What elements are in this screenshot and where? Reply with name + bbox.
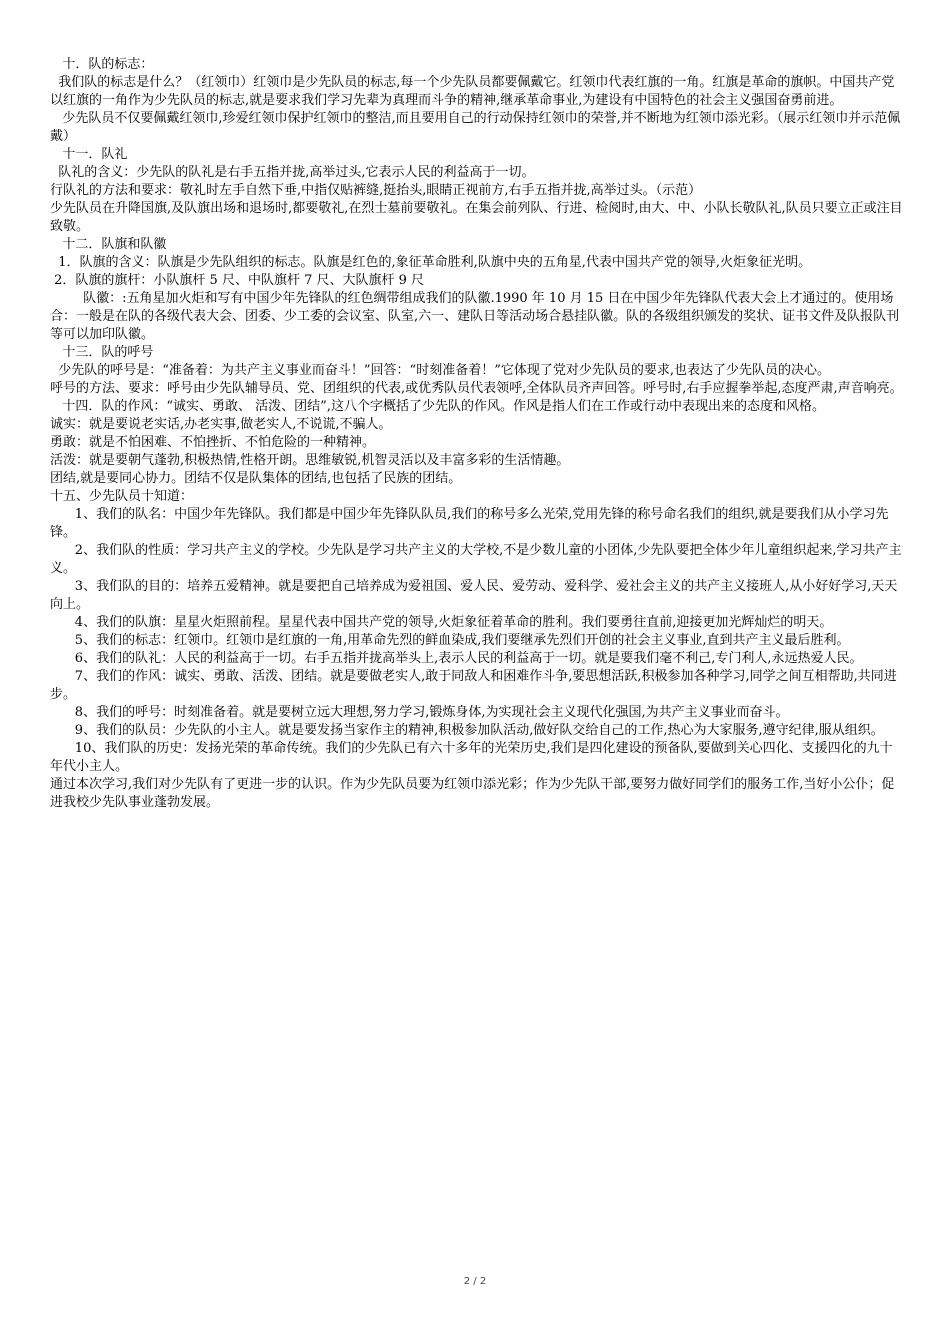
section-12-heading: 十二．队旗和队徽 — [50, 237, 167, 252]
paragraph: 队礼的含义：少先队的队礼是右手五指并拢,高举过头,它表示人民的利益高于一切。 — [50, 165, 535, 180]
paragraph: 2．队旗的旗杆：小队旗杆 5 尺、中队旗杆 7 尺、大队旗杆 9 尺 — [50, 273, 425, 288]
paragraph: 行队礼的方法和要求：敬礼时左手自然下垂,中指仅贴裤缝,挺抬头,眼睛正视前方,右手五指并拢,高举过头。（示范） — [50, 183, 702, 198]
paragraph: 1．队旗的含义：队旗是少先队组织的标志。队旗是红色的,象征革命胜利,队旗中央的五角星,代表中国共产党的领导,火炬象征光明。 — [50, 255, 812, 270]
section-14-heading: 十四．队的作风：“诚实、勇敢、 活泼、团结”,这八个字概括了少先队的作风。作风是指人们在工作或行动中表现出来的态度和风格。 — [50, 399, 825, 414]
section-10-heading: 十．队的标志： — [50, 57, 154, 72]
paragraph: 少先队的呼号是：“准备着：为共产主义事业而奋斗！”回答：“时刻准备着！”它体现了党对少先队员的要求,也表达了少先队员的决心。 — [50, 363, 830, 378]
list-item: 2、我们队的性质：学习共产主义的学校。少先队是学习共产主义的大学校,不是少数儿童的小团体,少先队要把全体少年儿童组织起来,学习共产主义。 — [50, 543, 902, 576]
section-11-heading: 十一．队礼 — [50, 147, 128, 162]
paragraph: 团结,就是要同心协力。团结不仅是队集体的团结,也包括了民族的团结。 — [50, 471, 462, 486]
list-item: 4、我们的队旗：星星火炬照前程。星星代表中国共产党的领导,火炬象征着革命的胜利。我们要勇往直前,迎接更加光辉灿烂的明天。 — [50, 615, 833, 630]
list-item: 6、我们的队礼：人民的利益高于一切。右手五指并拢高举头上,表示人民的利益高于一切。就是要我们毫不利己,专门利人,永远热爱人民。 — [50, 651, 863, 666]
list-item: 8、我们的呼号：时刻准备着。就是要树立远大理想,努力学习,锻炼身体,为实现社会主义现代化强国,为共产主义事业而奋斗。 — [50, 705, 789, 720]
list-item: 5、我们的标志：红领巾。红领巾是红旗的一角,用革命先烈的鲜血染成,我们要继承先烈们开创的社会主义事业,直到共产主义最后胜利。 — [50, 633, 850, 648]
list-item: 3、我们队的目的：培养五爱精神。就是要把自己培养成为爱祖国、爱人民、爱劳动、爱科学、爱社会主义的共产主义接班人,从小好好学习,天天向上。 — [50, 579, 898, 612]
paragraph: 少先队员不仅要佩戴红领巾,珍爱红领巾保护红领巾的整洁,而且要用自己的行动保持红领巾的荣誉,并不断地为红领巾添光彩。（展示红领巾并示范佩戴） — [50, 111, 901, 144]
paragraph: 勇敢：就是不怕困难、不怕挫折、不怕危险的一种精神。 — [50, 435, 376, 450]
list-item: 10、我们队的历史：发扬光荣的革命传统。我们的少先队已有六十多年的光荣历史,我们是四化建设的预备队,要做到关心四化、支援四化的九十年代小主人。 — [50, 741, 893, 774]
section-15-heading: 十五、少先队员十知道： — [50, 489, 194, 504]
paragraph: 我们队的标志是什么？（红领巾）红领巾是少先队员的标志,每一个少先队员都要佩戴它。红领巾代表红旗的一角。红旗是革命的旗帜。中国共产党以红旗的一角作为少先队员的标志,就是要求我们学习先辈为真理而斗争的精神,继承革命事业,为建设有中国特色的社会主义强国奋勇前进。 — [50, 75, 895, 108]
section-13-heading: 十三．队的呼号 — [50, 345, 154, 360]
paragraph: 诚实：就是要说老实话,办老实事,做老实人,不说谎,不骗人。 — [50, 417, 392, 432]
page-number: 2 / 2 — [463, 1276, 487, 1287]
closing-paragraph: 通过本次学习,我们对少先队有了更进一步的认识。作为少先队员要为红领巾添光彩；作为少先队干部,要努力做好同学们的服务工作,当好小公仆；促进我校少先队事业蓬勃发展。 — [50, 777, 895, 810]
document-body — [50, 56, 905, 812]
list-item: 1、我们的队名：中国少年先锋队。我们都是中国少年先锋队队员,我们的称号多么光荣,党用先锋的称号命名我们的组织,就是要我们从小学习先锋。 — [50, 507, 889, 540]
paragraph: 少先队员在升降国旗,及队旗出场和退场时,都要敬礼,在烈士墓前要敬礼。在集会前列队、行进、检阅时,由大、中、小队长敬队礼,队员只要立正或注目致敬。 — [50, 201, 903, 234]
paragraph: 呼号的方法、要求：呼号由少先队辅导员、党、团组织的代表,或优秀队员代表领呼,全体队员齐声回答。呼号时,右手应握拳举起,态度严肃,声音响亮。 — [50, 381, 903, 396]
paragraph: 活泼：就是要朝气蓬勃,积极热情,性格开朗。思维敏锐,机智灵活以及丰富多彩的生活情趣。 — [50, 453, 570, 468]
list-item: 9、我们的队员：少先队的小主人。就是要发扬当家作主的精神,积极参加队活动,做好队交给自己的工作,热心为大家服务,遵守纪律,服从组织。 — [50, 723, 884, 738]
list-item: 7、我们的作风：诚实、勇敢、活泼、团结。就是要做老实人,敢于同敌人和困难作斗争,要思想活跃,积极参加各种学习,同学之间互相帮助,共同进步。 — [50, 669, 897, 702]
paragraph: 队徽：:五角星加火炬和写有中国少年先锋队的红色绸带组成我们的队徽.1990 年 10 月 15 日在中国少年先锋队代表大会上才通过的。使用场合：一般是在队的各级代表大会、团委、少工委的会议室、队室,六一、建队日等活动场合悬挂队徽。队的各级组织颁发的奖状、证书文件及队报队刊等可以加印队徽。 — [50, 291, 900, 342]
